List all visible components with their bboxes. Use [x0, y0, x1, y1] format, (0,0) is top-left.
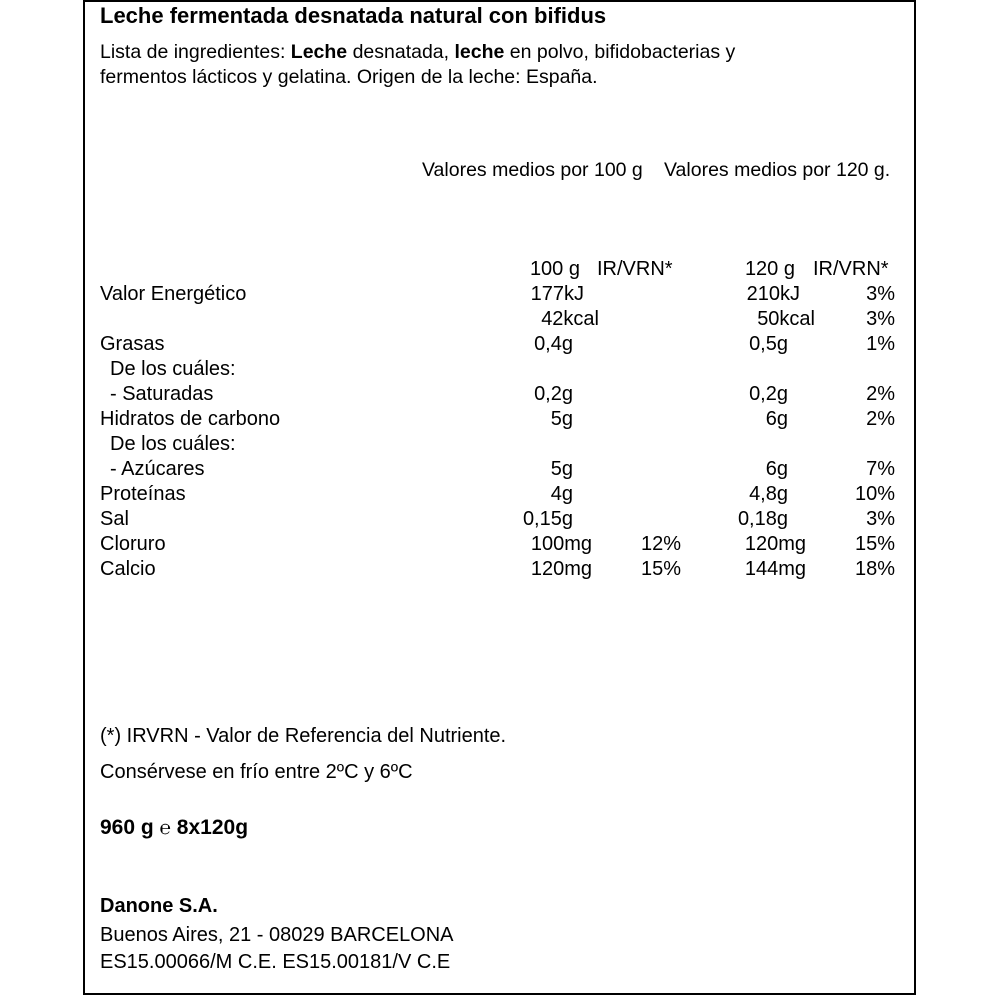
- row-label: Sal: [100, 508, 129, 530]
- product-title: Leche fermentada desnatada natural con bifidus: [100, 3, 607, 28]
- row-value-120g: 0,5g: [749, 333, 788, 355]
- ingredient-milk-powder: leche: [454, 41, 505, 63]
- row-value-120g: 0,18g: [737, 508, 788, 530]
- row-value-100g: 42kcal: [541, 308, 599, 330]
- row-ir-120g: 1%: [866, 333, 895, 355]
- row-value-100g: 5g: [550, 408, 573, 430]
- header-per-120g: Valores medios por 120 g.: [664, 159, 891, 181]
- col-header-120g: 120 g: [744, 258, 795, 280]
- ingredients-text-b: en polvo, bifidobacterias y: [504, 41, 736, 63]
- row-value-120g: 6g: [765, 458, 788, 480]
- row-ir-120g: 3%: [866, 283, 895, 305]
- row-label: Valor Energético: [100, 283, 247, 305]
- col-header-100g: 100 g: [529, 258, 580, 280]
- row-ir-120g: 15%: [854, 533, 895, 555]
- row-ir-120g: 2%: [866, 383, 895, 405]
- ingredient-milk: Leche: [290, 41, 348, 63]
- row-label: De los cuáles:: [110, 433, 236, 455]
- company-address: Buenos Aires, 21 - 08029 BARCELONA: [100, 924, 454, 946]
- row-label: De los cuáles:: [110, 358, 236, 380]
- row-value-100g: 120mg: [530, 558, 592, 580]
- net-weight: [100, 816, 248, 841]
- row-ir-120g: 3%: [866, 508, 895, 530]
- company-name: Danone S.A.: [100, 895, 218, 917]
- row-value-100g: 100mg: [530, 533, 592, 555]
- row-label: - Saturadas: [110, 383, 214, 405]
- row-label: Proteínas: [100, 483, 186, 505]
- estimated-sign-icon: ℮: [159, 818, 171, 839]
- row-value-120g: 0,2g: [749, 383, 788, 405]
- row-label: Cloruro: [100, 533, 166, 555]
- row-value-120g: 6g: [765, 408, 788, 430]
- row-label: Calcio: [100, 558, 156, 580]
- header-per-100g: Valores medios por 100 g: [422, 159, 643, 181]
- row-value-100g: 4g: [550, 483, 573, 505]
- ingredients-label: Lista de ingredientes:: [100, 41, 291, 63]
- row-value-120g: 4,8g: [749, 483, 788, 505]
- row-label: - Azúcares: [110, 458, 205, 480]
- row-value-100g: 0,15g: [522, 508, 573, 530]
- row-value-120g: 144mg: [744, 558, 806, 580]
- row-value-120g: 120mg: [744, 533, 806, 555]
- row-ir-120g: 2%: [866, 408, 895, 430]
- row-value-100g: 0,2g: [534, 383, 573, 405]
- row-ir-120g: 18%: [854, 558, 895, 580]
- footnote: (*) IRVRN - Valor de Referencia del Nutriente.: [100, 725, 507, 747]
- row-value-100g: 5g: [550, 458, 573, 480]
- row-label: Grasas: [100, 333, 165, 355]
- row-ir-120g: 7%: [866, 458, 895, 480]
- col-header-ir-1: IR/VRN*: [597, 258, 673, 280]
- row-ir-120g: 3%: [866, 308, 895, 330]
- row-label: Hidratos de carbono: [100, 408, 281, 430]
- storage-instructions: Consérvese en frío entre 2ºC y 6ºC: [100, 761, 413, 783]
- company-registry: ES15.00066/M C.E. ES15.00181/V C.E: [100, 951, 451, 973]
- row-ir-100g: 12%: [640, 533, 681, 555]
- row-ir-120g: 10%: [854, 483, 895, 505]
- row-value-120g: 50kcal: [757, 308, 815, 330]
- row-ir-100g: 15%: [640, 558, 681, 580]
- row-value-100g: 177kJ: [530, 283, 584, 305]
- net-weight-total: 960 g: [100, 816, 154, 839]
- row-value-100g: 0,4g: [534, 333, 573, 355]
- net-weight-units: 8x120g: [176, 816, 249, 839]
- ingredients-line-1: [100, 40, 735, 64]
- row-value-120g: 210kJ: [746, 283, 800, 305]
- col-header-ir-2: IR/VRN*: [813, 258, 889, 280]
- ingredients-line-2: fermentos lácticos y gelatina. Origen de la leche: España.: [100, 66, 598, 88]
- ingredients-text-a: desnatada,: [347, 41, 455, 63]
